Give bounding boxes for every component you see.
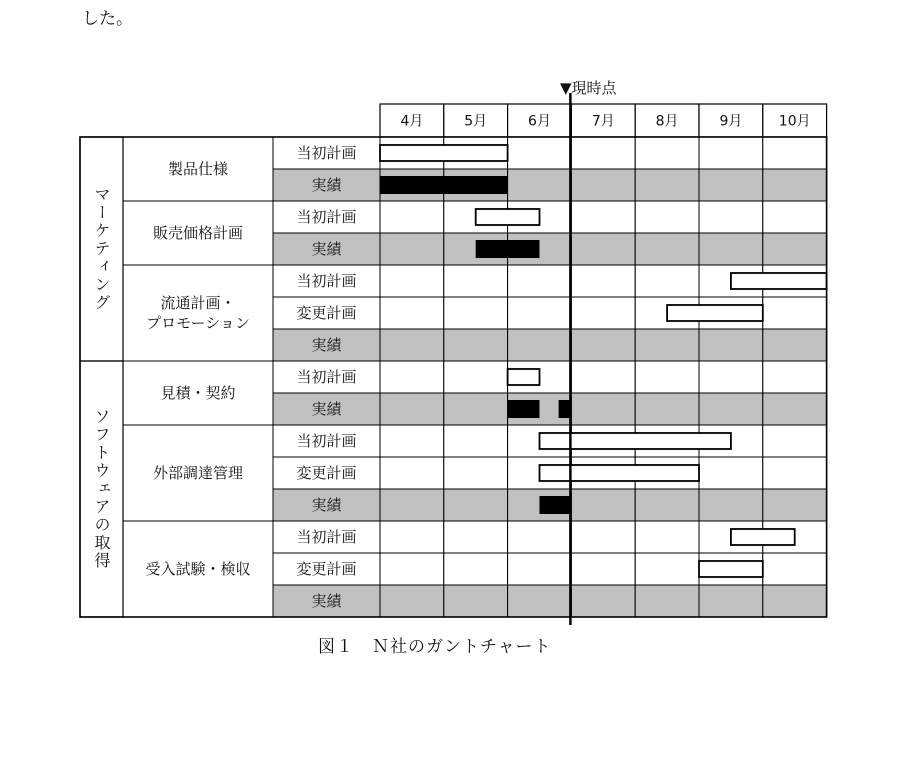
schedule-cell — [380, 393, 444, 425]
schedule-cell — [508, 521, 572, 553]
schedule-cell — [444, 457, 508, 489]
row-type-label: 当初計画 — [296, 368, 357, 386]
schedule-cell — [699, 457, 763, 489]
task-name: 受入試験・検収 — [145, 560, 251, 578]
row-type-label: 変更計画 — [296, 464, 357, 482]
intro-text: した。 — [82, 9, 133, 29]
schedule-cell — [763, 169, 827, 201]
schedule-cell — [763, 201, 827, 233]
schedule-cell — [635, 233, 699, 265]
task-name: 外部調達管理 — [152, 464, 244, 482]
month-header-label: 6月 — [528, 113, 551, 130]
group-label: マーケティング — [92, 186, 111, 312]
schedule-cell — [380, 297, 444, 329]
actual-bar — [508, 400, 540, 418]
schedule-cell — [380, 585, 444, 617]
current-time-label: ▼現時点 — [560, 79, 617, 97]
schedule-cell — [571, 393, 635, 425]
task-name-cell — [123, 265, 273, 361]
schedule-cell — [380, 201, 444, 233]
revised-plan-bar — [699, 561, 763, 577]
schedule-cell — [571, 297, 635, 329]
actual-bar — [476, 240, 540, 258]
actual-bar — [380, 176, 508, 194]
schedule-cell — [571, 201, 635, 233]
schedule-cell — [571, 233, 635, 265]
original-plan-bar — [731, 273, 827, 289]
month-header-label: 9月 — [719, 113, 743, 130]
schedule-cell — [444, 393, 508, 425]
month-header-label: 7月 — [591, 113, 615, 130]
schedule-cell — [699, 361, 763, 393]
schedule-cell — [635, 489, 699, 521]
row-type-label: 実績 — [311, 496, 342, 514]
row-type-label: 変更計画 — [296, 304, 357, 322]
figure-caption: 図１ Ｎ社のガントチャート — [318, 637, 552, 657]
row-type-label: 実績 — [311, 592, 342, 610]
schedule-cell — [571, 489, 635, 521]
schedule-cell — [699, 585, 763, 617]
revised-plan-bar — [667, 305, 763, 321]
schedule-cell — [508, 169, 572, 201]
schedule-cell — [380, 521, 444, 553]
schedule-cell — [763, 233, 827, 265]
original-plan-bar — [380, 145, 508, 161]
schedule-cell — [380, 553, 444, 585]
schedule-cell — [635, 169, 699, 201]
schedule-cell — [380, 233, 444, 265]
schedule-cell — [508, 329, 572, 361]
schedule-cell — [380, 329, 444, 361]
task-name: 見積・契約 — [160, 384, 236, 402]
row-type-label: 変更計画 — [296, 560, 357, 578]
schedule-cell — [635, 329, 699, 361]
schedule-cell — [699, 201, 763, 233]
schedule-cell — [699, 329, 763, 361]
schedule-cell — [444, 425, 508, 457]
month-header-label: 8月 — [655, 113, 679, 130]
schedule-cell — [635, 265, 699, 297]
schedule-cell — [508, 585, 572, 617]
original-plan-bar — [508, 369, 540, 385]
schedule-cell — [444, 585, 508, 617]
schedule-cell — [635, 361, 699, 393]
schedule-cell — [635, 393, 699, 425]
schedule-cell — [763, 393, 827, 425]
schedule-cell — [699, 137, 763, 169]
schedule-cell — [508, 297, 572, 329]
schedule-cell — [571, 329, 635, 361]
schedule-cell — [763, 329, 827, 361]
schedule-cell — [444, 329, 508, 361]
row-type-label: 当初計画 — [296, 144, 357, 162]
group-label: ソフトウェアの取得 — [92, 408, 111, 570]
schedule-cell — [380, 425, 444, 457]
schedule-cell — [699, 393, 763, 425]
revised-plan-bar — [540, 465, 700, 481]
schedule-cell — [763, 297, 827, 329]
schedule-cell — [444, 489, 508, 521]
schedule-cell — [444, 265, 508, 297]
schedule-cell — [635, 585, 699, 617]
schedule-cell — [699, 233, 763, 265]
schedule-cell — [635, 137, 699, 169]
schedule-cell — [571, 553, 635, 585]
row-type-label: 当初計画 — [296, 432, 357, 450]
actual-bar — [540, 496, 572, 514]
schedule-cell — [508, 265, 572, 297]
schedule-cell — [635, 521, 699, 553]
month-header-label: 5月 — [464, 113, 488, 130]
schedule-cell — [763, 361, 827, 393]
schedule-cell — [635, 553, 699, 585]
schedule-cell — [571, 137, 635, 169]
schedule-cell — [763, 425, 827, 457]
row-type-label: 当初計画 — [296, 528, 357, 546]
row-type-label: 実績 — [311, 400, 342, 418]
schedule-cell — [444, 553, 508, 585]
schedule-cell — [380, 265, 444, 297]
schedule-cell — [380, 457, 444, 489]
task-name: プロモーション — [146, 314, 250, 332]
row-type-label: 実績 — [311, 240, 342, 258]
schedule-cell — [571, 361, 635, 393]
schedule-cell — [763, 137, 827, 169]
schedule-cell — [571, 521, 635, 553]
row-type-label: 実績 — [311, 336, 342, 354]
schedule-cell — [763, 489, 827, 521]
schedule-cell — [444, 361, 508, 393]
schedule-cell — [508, 553, 572, 585]
schedule-cell — [763, 457, 827, 489]
schedule-cell — [508, 137, 572, 169]
row-type-label: 当初計画 — [296, 208, 357, 226]
month-header-label: 4月 — [400, 113, 424, 130]
original-plan-bar — [540, 433, 731, 449]
schedule-cell — [380, 489, 444, 521]
schedule-cell — [763, 553, 827, 585]
schedule-cell — [763, 585, 827, 617]
schedule-cell — [699, 489, 763, 521]
task-name: 製品仕様 — [167, 160, 229, 178]
schedule-cell — [571, 265, 635, 297]
schedule-cell — [699, 169, 763, 201]
original-plan-bar — [476, 209, 540, 225]
schedule-cell — [444, 521, 508, 553]
row-type-label: 実績 — [311, 176, 342, 194]
schedule-cell — [444, 297, 508, 329]
original-plan-bar — [731, 529, 795, 545]
schedule-cell — [571, 585, 635, 617]
task-name: 流通計画・ — [160, 294, 236, 312]
schedule-cell — [571, 169, 635, 201]
schedule-cell — [380, 361, 444, 393]
row-type-label: 当初計画 — [296, 272, 357, 290]
month-header-label: 10月 — [778, 113, 811, 130]
schedule-cell — [635, 201, 699, 233]
task-name: 販売価格計画 — [152, 224, 244, 242]
